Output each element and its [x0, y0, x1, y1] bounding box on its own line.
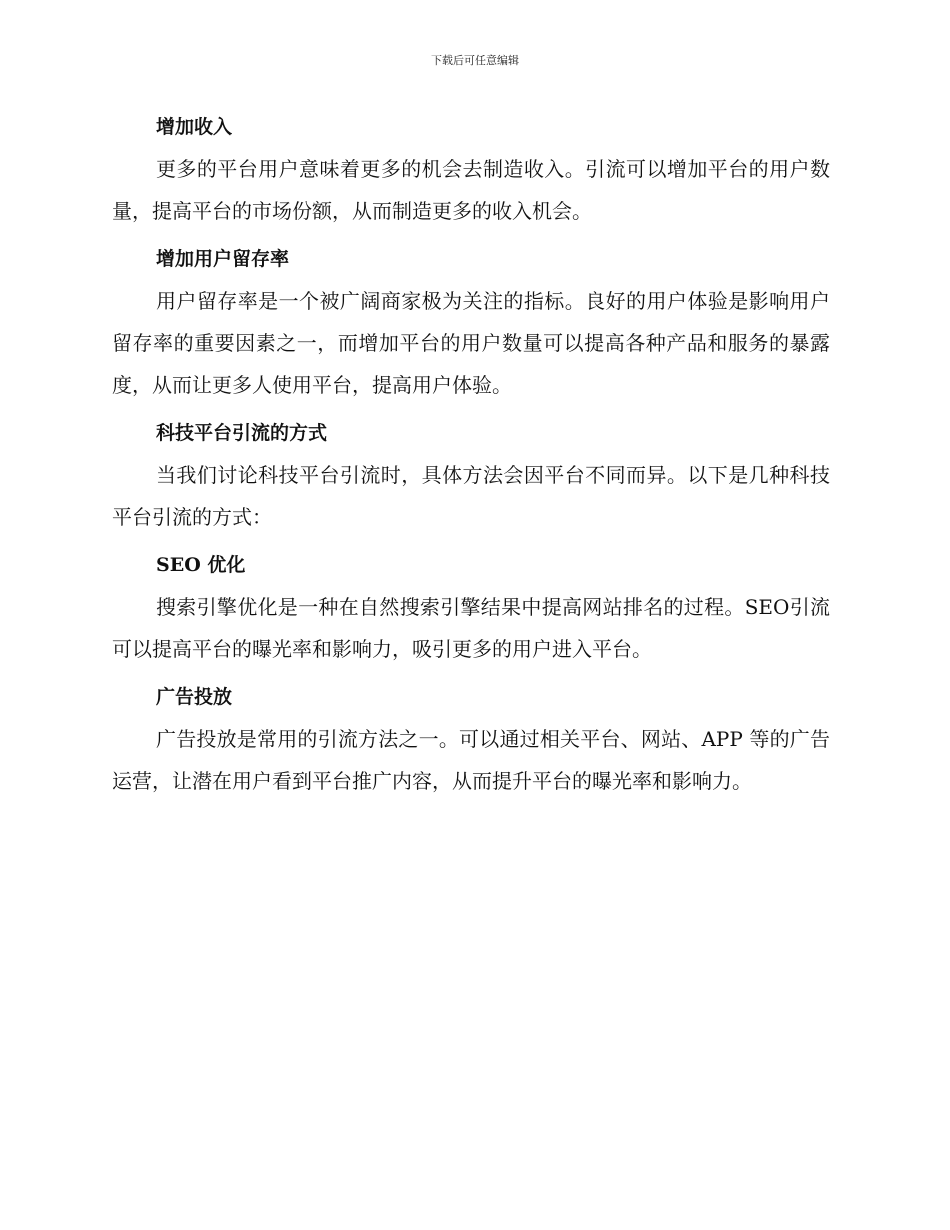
section-heading: 增加用户留存率	[156, 248, 290, 270]
section-heading: 增加收入	[156, 116, 233, 138]
document-body	[112, 106, 830, 808]
section-paragraph: 用户留存率是一个被广阔商家极为关注的指标。良好的用户体验是影响用户留存率的重要因素之一，而增加平台的用户数量可以提高各种产品和服务的暴露度，从而让更多人使用平台，提高用户体验。	[112, 289, 830, 397]
section-paragraph: 广告投放是常用的引流方法之一。可以通过相关平台、网站、APP 等的广告运营，让潜在用户看到平台推广内容，从而提升平台的曝光率和影响力。	[112, 727, 830, 793]
section-seo	[112, 544, 830, 670]
section-heading: SEO 优化	[156, 554, 246, 576]
section-advertising	[112, 676, 830, 802]
section-heading: 广告投放	[156, 686, 233, 708]
section-paragraph: 当我们讨论科技平台引流时，具体方法会因平台不同而异。以下是几种科技平台引流的方式：	[112, 463, 830, 529]
page-header: 下载后可任意编辑	[431, 54, 519, 67]
section-heading: 科技平台引流的方式	[156, 422, 328, 444]
section-paragraph: 更多的平台用户意味着更多的机会去制造收入。引流可以增加平台的用户数量，提高平台的市场份额，从而制造更多的收入机会。	[112, 157, 830, 223]
section-increase-revenue	[112, 106, 830, 232]
section-paragraph: 搜索引擎优化是一种在自然搜索引擎结果中提高网站排名的过程。SEO引流可以提高平台的曝光率和影响力，吸引更多的用户进入平台。	[112, 595, 830, 661]
section-traffic-methods	[112, 412, 830, 538]
section-user-retention	[112, 238, 830, 406]
